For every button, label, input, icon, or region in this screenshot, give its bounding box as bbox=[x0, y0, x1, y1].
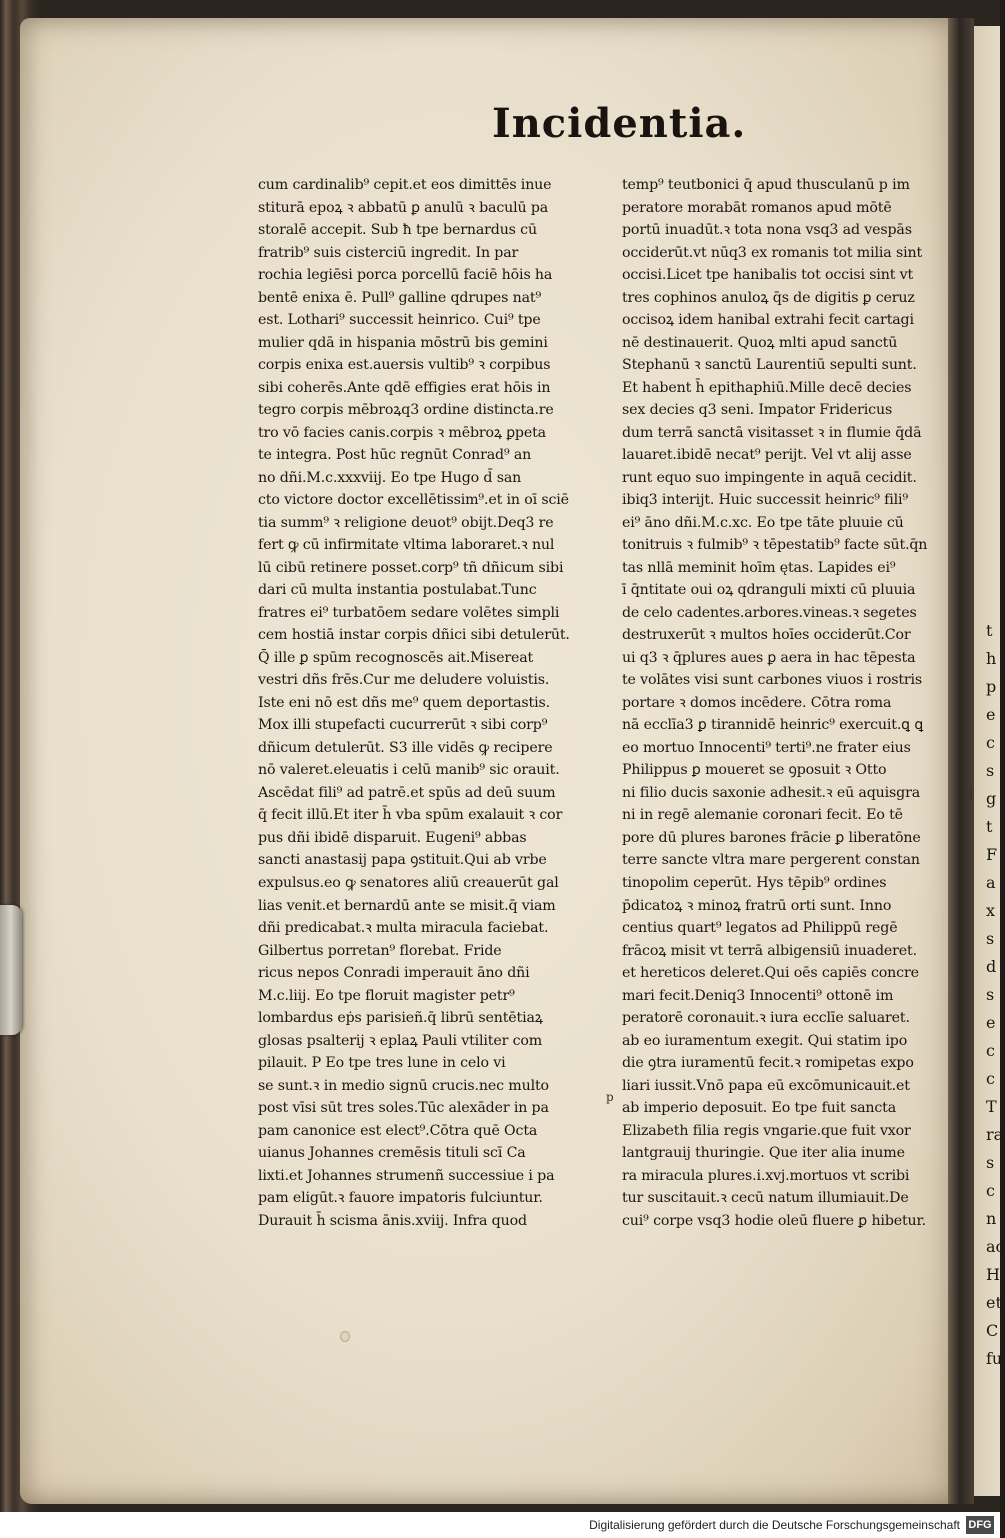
adjacent-page-fragment: a bbox=[986, 873, 996, 892]
text-line: Q̄ ille ꝑ spūm recognoscēs ait.Misereat bbox=[258, 649, 534, 666]
text-line: pore dū plures barones frācie ꝑ liberatōne bbox=[622, 829, 921, 846]
text-line: centius quart⁹ legatos ad Philippū regē bbox=[622, 920, 898, 937]
text-line: cui⁹ corpe vsq3 hodie oleū fluere ꝑ hibetur. bbox=[622, 1212, 926, 1229]
text-line: liari iussit.Vnō papa eū excōmunicauit.et bbox=[622, 1077, 910, 1094]
text-line: ricus nepos Conradi imperauit āno dñi bbox=[258, 965, 530, 982]
text-line: storalē accepit. Sub ħ tpe bernardus cū bbox=[258, 222, 537, 239]
text-line: lū cibū retinere posset.corp⁹ tñ dñicum sibi bbox=[258, 559, 564, 576]
text-line: Mox illi stupefacti cucurrerūt ꝛ sibi corp⁹ bbox=[258, 717, 548, 734]
text-line: frācoꝝ misit vt terrā albigensiū inuaderet. bbox=[622, 942, 917, 959]
margin-mark: p bbox=[606, 1090, 614, 1104]
adjacent-page-fragment: e bbox=[986, 705, 996, 724]
paper-hole bbox=[340, 1331, 350, 1342]
footer-bar bbox=[0, 1512, 1000, 1538]
adjacent-page-fragment: d bbox=[986, 957, 997, 976]
adjacent-page-fragment: p bbox=[986, 677, 997, 696]
adjacent-page-fragment: et bbox=[986, 1293, 1002, 1312]
text-line: sancti anastasij papa ꝯstituit.Qui ab vrbe bbox=[258, 852, 547, 869]
text-line: dum terrā sanctā visitasset ꝛ in flumie q̄dā bbox=[622, 424, 922, 441]
text-line: sibi coherēs.Ante qdē effigies erat hōis in bbox=[258, 379, 551, 396]
text-line: eo mortuo Innocenti⁹ terti⁹.ne frater eius bbox=[622, 739, 911, 756]
text-line: uianus Johannes cremēsis tituli scī Ca bbox=[258, 1145, 526, 1162]
text-line: tegro corpis mēbroꝝq3 ordine distincta.re bbox=[258, 402, 554, 419]
text-line: dñicum detulerūt. S3 ille vidēs ꝙ recipere bbox=[258, 739, 553, 756]
text-line: expulsus.eo ꝙ senatores aliū creauerūt gal bbox=[258, 874, 559, 891]
adjacent-page-fragment: e bbox=[986, 1013, 996, 1032]
adjacent-page-fragment: s bbox=[986, 929, 995, 948]
text-line: sex decies q3 seni. Impator Fridericus bbox=[622, 402, 893, 419]
adjacent-page-fragment: t bbox=[986, 817, 993, 836]
running-head: Incidentia. bbox=[492, 100, 747, 147]
text-line: Durauit h̄ scisma ānis.xviij. Infra quod bbox=[258, 1212, 527, 1229]
adjacent-page-edge bbox=[974, 26, 1005, 1496]
text-line: ibiq3 interijt. Huic successit heinric⁹ fili⁹ bbox=[622, 492, 908, 509]
text-line: tia summ⁹ ꝛ religione deuot⁹ obijt.Deq3 re bbox=[258, 514, 554, 531]
text-line: Philippus ꝑ moueret se ꝯposuit ꝛ Otto bbox=[622, 762, 887, 779]
text-line: ab imperio deposuit. Eo tpe fuit sancta bbox=[622, 1100, 897, 1117]
text-line: ni filio ducis saxonie adhesit.ꝛ eū aquisgra bbox=[622, 784, 921, 801]
text-line: corpis enixa est.auersis vultib⁹ ꝛ corpibus bbox=[258, 357, 551, 374]
adjacent-page-fragment: c bbox=[986, 1041, 995, 1060]
text-line: fratres ei⁹ turbatōem sedare volētes simpli bbox=[258, 604, 560, 621]
text-line: nā ecclīa3 ꝑ tirannidē heinric⁹ exercuit.ꝗ ꝗ bbox=[622, 717, 924, 734]
adjacent-page-fragment: n bbox=[986, 1209, 997, 1228]
text-line: de celo cadentes.arbores.vineas.ꝛ segetes bbox=[622, 604, 917, 621]
text-line: dñi predicabat.ꝛ multa miracula faciebat. bbox=[258, 920, 549, 937]
text-line: q̄ fecit illū.Et iter h̄ vba spūm exalauit ꝛ cor bbox=[258, 807, 563, 824]
text-line: dari cū multa instantia postulabat.Tunc bbox=[258, 582, 537, 599]
text-line: cto victore doctor excellētissim⁹.et in oī sciē bbox=[258, 492, 569, 509]
text-line: pilauit. P Eo tpe tres lune in celo vi bbox=[258, 1055, 506, 1072]
text-line: portare ꝛ domos incēdere. Cōtra roma bbox=[622, 694, 892, 711]
adjacent-page-fragment: c bbox=[986, 1069, 995, 1088]
text-line: occisoꝝ idem hanibal extrahi fecit cartagi bbox=[622, 312, 914, 329]
text-line: occiderūt.vt nūq3 ex romanis tot milia sint bbox=[622, 244, 923, 261]
text-line: destruxerūt ꝛ multos hoīes occiderūt.Cor bbox=[622, 627, 911, 644]
text-line: temp⁹ teutbonici q̄ apud thusculanū p im bbox=[622, 177, 910, 193]
text-line: te volātes visi sunt carbones viuos i rostris bbox=[622, 672, 923, 689]
adjacent-page-fragment: h bbox=[986, 649, 997, 668]
text-line: no dñi.M.c.xxxviij. Eo tpe Hugo d̄ san bbox=[258, 469, 522, 486]
text-line: Ascēdat fili⁹ ad patrē.et spūs ad deū suum bbox=[258, 784, 556, 801]
adjacent-page-fragment: s bbox=[986, 985, 995, 1004]
text-line: tonitruis ꝛ fulmib⁹ ꝛ tēpestatib⁹ facte sūt.q̄n bbox=[622, 537, 928, 554]
adjacent-page-fragment: H bbox=[986, 1265, 1000, 1284]
text-line: pam canonice est elect⁹.Cōtra quē Octa bbox=[258, 1122, 538, 1139]
left-text-column bbox=[258, 174, 592, 1232]
text-line: ab eo iuramentum exegit. Qui statim ipo bbox=[622, 1032, 908, 1049]
adjacent-page-fragment: fu bbox=[986, 1349, 1003, 1368]
text-line: ra miracula plures.i.xvj.mortuos vt scribi bbox=[622, 1167, 910, 1184]
footer-credit: Digitalisierung gefördert durch die Deutsche Forschungsgemeinschaft bbox=[589, 1518, 960, 1532]
adjacent-page-fragment: c bbox=[986, 1181, 995, 1200]
text-line: Gilbertus porretan⁹ florebat. Fride bbox=[258, 942, 502, 959]
adjacent-page-fragment: C bbox=[986, 1321, 999, 1340]
text-line: lantgrauij thuringie. Que iter alia inume bbox=[622, 1145, 905, 1162]
text-line: cum cardinalib⁹ cepit.et eos dimittēs inue bbox=[258, 177, 552, 193]
text-line: pam eligūt.ꝛ fauore impatoris fulciuntur. bbox=[258, 1190, 543, 1207]
text-line: runt equo suo impingente in aquā cecidit. bbox=[622, 469, 917, 486]
text-line: M.c.liij. Eo tpe floruit magister petr⁹ bbox=[258, 987, 515, 1004]
adjacent-page-fragment: g bbox=[986, 789, 997, 808]
text-line: Iste eni nō est dñs me⁹ quem deportastis. bbox=[258, 694, 550, 711]
text-line: est. Lothari⁹ successit heinrico. Cui⁹ tpe bbox=[258, 312, 541, 329]
text-line: Et habent h̄ epithaphiū.Mille decē decies bbox=[622, 379, 912, 396]
text-line: ni in regē alemanie coronari fecit. Eo tē bbox=[622, 807, 903, 824]
adjacent-page-fragment: T bbox=[986, 1097, 997, 1116]
text-line: se sunt.ꝛ in medio signū crucis.nec multo bbox=[258, 1077, 549, 1094]
adjacent-page-fragment: s bbox=[986, 761, 995, 780]
right-text-column bbox=[622, 174, 956, 1232]
text-line: ui q3 ꝛ q̄plures aues ꝑ aera in hac tēpesta bbox=[622, 649, 916, 666]
text-line: portū inuadūt.ꝛ tota nona vsq3 ad vespās bbox=[622, 222, 912, 239]
margin-note: l bbox=[969, 788, 974, 804]
adjacent-page-fragment: ac bbox=[986, 1237, 1005, 1256]
adjacent-page-fragment: x bbox=[986, 901, 996, 920]
text-line: cem hostiā instar corpis dñici sibi detulerūt. bbox=[258, 627, 570, 644]
text-line: lauaret.ibidē necat⁹ perijt. Vel vt alij asse bbox=[622, 447, 912, 464]
text-line: fratrib⁹ suis cisterciū ingredit. In par bbox=[258, 244, 519, 261]
text-line: peratorē coronauit.ꝛ iura ecclīe saluaret. bbox=[622, 1010, 910, 1027]
text-line: vestri dñs frēs.Cur me deludere voluistis. bbox=[258, 672, 550, 689]
text-line: lixti.et Johannes strumenñ successiue i pa bbox=[258, 1167, 555, 1184]
adjacent-page-fragment: c bbox=[986, 733, 995, 752]
page-clip bbox=[0, 905, 22, 1035]
text-line: Stephanū ꝛ sanctū Laurentiū sepulti sunt. bbox=[622, 357, 917, 374]
text-line: glosas psalterij ꝛ eplaꝝ Pauli vtiliter com bbox=[258, 1032, 543, 1049]
text-line: peratore morabāt romanos apud mōtē bbox=[622, 199, 892, 216]
dfg-logo: DFG bbox=[966, 1516, 994, 1534]
text-line: te integra. Post hūc regnūt Conrad⁹ an bbox=[258, 447, 532, 464]
text-line: Elizabeth filia regis vngarie.que fuit vxor bbox=[622, 1122, 911, 1139]
text-line: tas nllā meminit hoīm ętas. Lapides ei⁹ bbox=[622, 559, 896, 576]
text-line: p̄dicatoꝝ ꝛ minoꝝ fratrū orti sunt. Inno bbox=[622, 897, 892, 914]
text-line: stiturā epoꝝ ꝛ abbatū ꝑ anulū ꝛ baculū pa bbox=[258, 199, 549, 216]
text-line: post vīsi sūt tres soles.Tūc alexāder in pa bbox=[258, 1100, 549, 1117]
text-line: ī q̄ntitate oui oꝝ qdranguli mixti cū pluuia bbox=[622, 582, 916, 599]
text-line: lombardus eṗs parisieñ.q̄ librū sentētiaꝝ bbox=[258, 1010, 543, 1027]
text-line: rochia legiēsi porca porcellū faciē hōis ha bbox=[258, 267, 553, 284]
adjacent-page-fragment: t bbox=[986, 621, 993, 640]
adjacent-page-fragment: F bbox=[986, 845, 998, 864]
text-line: die ꝯtra iuramentū fecit.ꝛ romipetas expo bbox=[622, 1055, 914, 1072]
text-line: terre sancte vltra mare pergerent constan bbox=[622, 852, 920, 869]
text-line: lias venit.et bernardū ante se misit.q̄ viam bbox=[258, 897, 556, 914]
text-line: fert ꝙ cū infirmitate vltima laboraret.ꝛ nul bbox=[258, 537, 555, 554]
text-line: et hereticos deleret.Qui oēs capiēs concre bbox=[622, 965, 919, 982]
text-line: bentē enixa ē. Pull⁹ galline qdrupes nat⁹ bbox=[258, 289, 542, 306]
text-line: tur suscitauit.ꝛ cecū natum illumiauit.De bbox=[622, 1190, 909, 1207]
text-line: nē destinauerit. Quoꝝ mlti apud sanctū bbox=[622, 334, 898, 351]
text-line: tres cophinos anuloꝝ q̄s de digitis ꝑ ceruz bbox=[622, 289, 915, 306]
text-line: nō valeret.eleuatis i celū manib⁹ sic orauit. bbox=[258, 762, 560, 779]
text-line: occisi.Licet tpe hanibalis tot occisi sint vt bbox=[622, 267, 914, 284]
text-line: ei⁹ āno dñi.M.c.xc. Eo tpe tāte pluuie cū bbox=[622, 514, 904, 531]
text-line: tinopolim ceperūt. Hys tēpib⁹ ordines bbox=[622, 874, 887, 891]
text-line: tro vō facies canis.corpis ꝛ mēbroꝝ ꝑpeta bbox=[258, 424, 546, 441]
adjacent-page-fragment: ra bbox=[986, 1125, 1004, 1144]
text-line: mari fecit.Deniq3 Innocenti⁹ ottonē im bbox=[622, 987, 894, 1004]
text-line: mulier qdā in hispania mōstrū bis gemini bbox=[258, 334, 548, 351]
text-line: pus dñi ibidē disparuit. Eugeni⁹ abbas bbox=[258, 829, 527, 846]
adjacent-page-fragment: s bbox=[986, 1153, 995, 1172]
